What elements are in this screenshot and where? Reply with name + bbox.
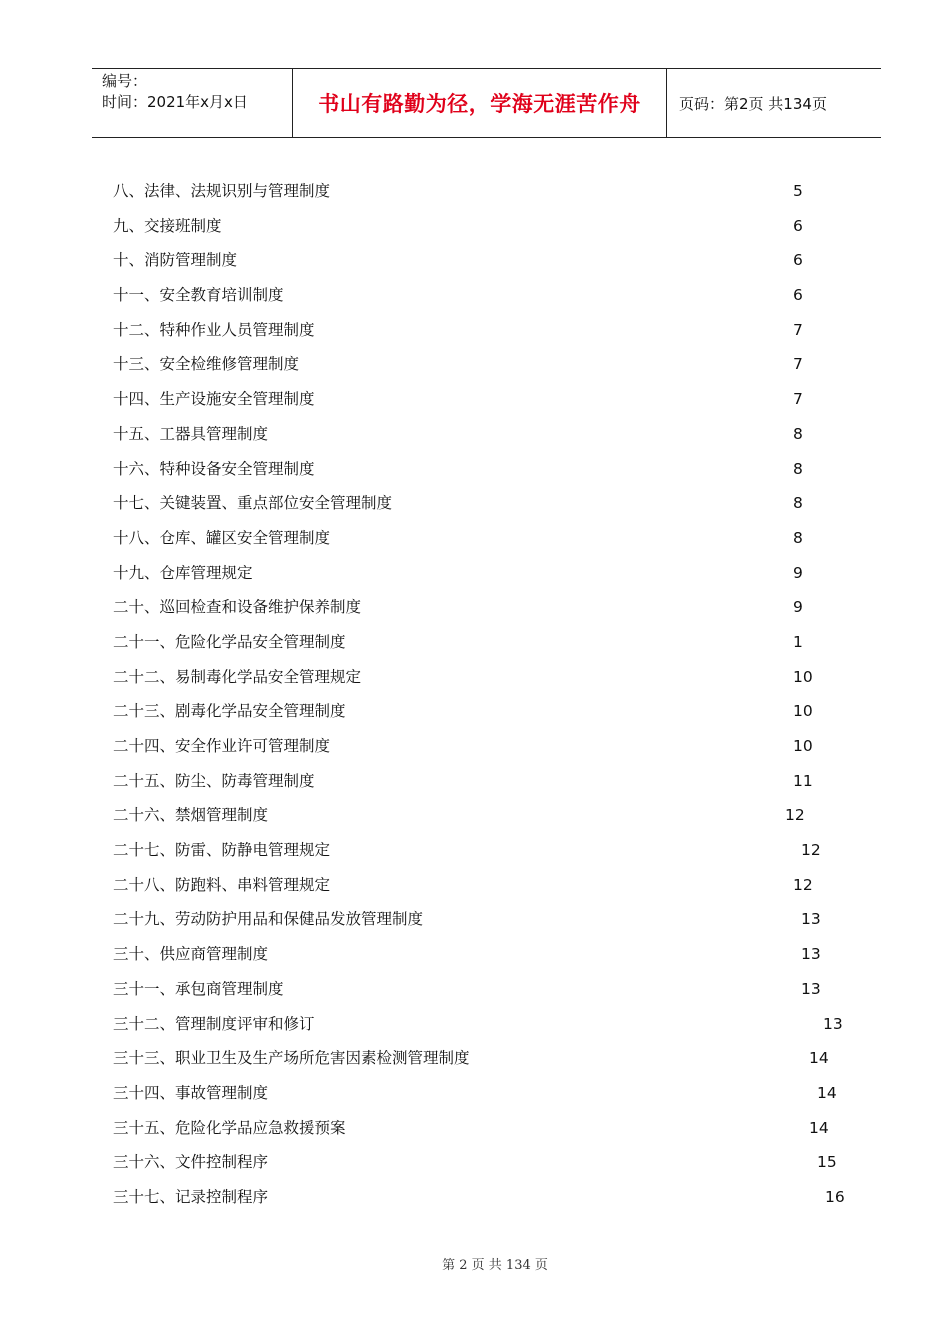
toc-entry-title: 二十四、安全作业许可管理制度: [113, 737, 331, 755]
toc-entry[interactable]: [113, 625, 873, 660]
toc-entry-page: 13: [823, 1014, 843, 1033]
toc-entry[interactable]: [113, 764, 873, 799]
header-page-info: 页码：第2页 共134页: [679, 94, 827, 113]
toc-entry[interactable]: [113, 660, 873, 695]
table-of-contents: [113, 174, 873, 1215]
toc-entry-title: 二十五、防尘、防毒管理制度: [113, 771, 315, 790]
toc-entry[interactable]: [113, 868, 873, 903]
header-page-info-cell: [667, 69, 881, 137]
toc-entry[interactable]: [113, 1007, 873, 1042]
toc-entry[interactable]: [113, 902, 873, 937]
header-meta: [92, 69, 293, 137]
toc-entry[interactable]: [113, 1180, 873, 1215]
toc-entry[interactable]: [113, 1111, 873, 1146]
toc-entry-page: 14: [809, 1118, 829, 1137]
header-motto-cell: [293, 69, 667, 137]
toc-entry[interactable]: [113, 1041, 873, 1076]
toc-entry-page: 12: [801, 841, 821, 860]
toc-entry-title: 十七、关键装置、重点部位安全管理制度: [113, 494, 393, 513]
toc-entry-page: 6: [793, 286, 803, 305]
time-label: 时间：2021年x月x日: [102, 93, 248, 111]
toc-entry[interactable]: [113, 452, 873, 487]
toc-entry-page: 8: [793, 459, 803, 478]
toc-entry-title: 十、消防管理制度: [113, 251, 238, 270]
toc-entry-page: 10: [793, 702, 813, 721]
toc-entry-page: 8: [793, 494, 803, 513]
toc-entry[interactable]: [113, 937, 873, 972]
toc-entry-page: 7: [793, 320, 803, 339]
toc-entry-title: 二十九、劳动防护用品和保健品发放管理制度: [113, 910, 424, 929]
toc-entry-page: 12: [785, 806, 805, 825]
toc-entry-page: 11: [793, 771, 813, 790]
toc-entry-title: 二十六、禁烟管理制度: [113, 806, 269, 825]
toc-entry-title: 十三、安全检维修管理制度: [113, 355, 300, 374]
page-footer: 第 2 页 共 134 页: [442, 1258, 548, 1273]
toc-entry[interactable]: [113, 1145, 873, 1180]
toc-entry-page: 14: [817, 1083, 837, 1102]
toc-entry[interactable]: [113, 798, 873, 833]
toc-entry-page: 14: [809, 1049, 829, 1068]
toc-entry[interactable]: [113, 278, 873, 313]
toc-entry-page: 13: [801, 910, 821, 929]
toc-entry-title: 二十二、易制毒化学品安全管理规定: [113, 667, 362, 686]
toc-entry-title: 十六、特种设备安全管理制度: [113, 459, 315, 478]
toc-entry-page: 6: [793, 251, 803, 270]
toc-entry[interactable]: [113, 556, 873, 591]
toc-entry-title: 三十、供应商管理制度: [113, 945, 269, 964]
toc-entry-title: 三十七、记录控制程序: [113, 1187, 269, 1206]
toc-entry[interactable]: [113, 521, 873, 556]
toc-entry-page: 9: [793, 598, 803, 617]
toc-entry-title: 十二、特种作业人员管理制度: [113, 320, 315, 339]
toc-entry-title: 十九、仓库管理规定: [113, 563, 253, 582]
toc-entry[interactable]: [113, 833, 873, 868]
toc-entry-title: 二十三、剧毒化学品安全管理制度: [113, 702, 346, 721]
toc-entry[interactable]: [113, 972, 873, 1007]
toc-entry-page: 16: [825, 1187, 845, 1206]
toc-entry-title: 三十六、文件控制程序: [113, 1153, 269, 1172]
toc-entry[interactable]: [113, 694, 873, 729]
toc-entry[interactable]: [113, 590, 873, 625]
toc-entry-page: 9: [793, 563, 803, 582]
header-motto: 书山有路勤为径，学海无涯苦作舟: [318, 92, 641, 116]
toc-entry-title: 二十七、防雷、防静电管理规定: [113, 841, 331, 860]
toc-entry[interactable]: [113, 243, 873, 278]
toc-entry[interactable]: [113, 486, 873, 521]
number-label: 编号：: [102, 72, 148, 90]
toc-entry[interactable]: [113, 729, 873, 764]
toc-entry-title: 三十五、危险化学品应急救援预案: [113, 1118, 346, 1137]
toc-entry-page: 8: [793, 528, 803, 547]
toc-entry-page: 12: [793, 875, 813, 894]
toc-entry-title: 二十八、防跑料、串料管理规定: [113, 875, 331, 894]
toc-entry-title: 三十二、管理制度评审和修订: [113, 1014, 315, 1033]
toc-entry[interactable]: [113, 382, 873, 417]
toc-entry-title: 九、交接班制度: [113, 216, 222, 235]
toc-entry-title: 三十三、职业卫生及生产场所危害因素检测管理制度: [113, 1049, 470, 1068]
toc-entry[interactable]: [113, 209, 873, 244]
toc-entry-title: 二十、巡回检查和设备维护保养制度: [113, 598, 362, 617]
toc-entry[interactable]: [113, 1076, 873, 1111]
toc-entry-page: 10: [793, 667, 813, 686]
toc-entry-page: 6: [793, 216, 803, 235]
page-header: [92, 68, 881, 138]
toc-entry-page: 5: [793, 182, 803, 200]
toc-entry[interactable]: [113, 174, 873, 209]
toc-entry[interactable]: [113, 347, 873, 382]
toc-entry-title: 十八、仓库、罐区安全管理制度: [113, 528, 331, 547]
toc-entry-title: 八、法律、法规识别与管理制度: [113, 182, 331, 200]
toc-entry-page: 13: [801, 979, 821, 998]
toc-entry-title: 十五、工器具管理制度: [113, 424, 269, 443]
toc-entry-title: 三十四、事故管理制度: [113, 1083, 269, 1102]
toc-entry-title: 三十一、承包商管理制度: [113, 979, 284, 998]
toc-entry-page: 1: [793, 632, 803, 651]
toc-entry-page: 13: [801, 945, 821, 964]
toc-entry-title: 十四、生产设施安全管理制度: [113, 390, 315, 409]
toc-entry[interactable]: [113, 417, 873, 452]
toc-entry-page: 10: [793, 737, 813, 755]
toc-entry-page: 7: [793, 390, 803, 409]
toc-entry-page: 8: [793, 424, 803, 443]
toc-entry-title: 二十一、危险化学品安全管理制度: [113, 632, 346, 651]
toc-entry[interactable]: [113, 313, 873, 348]
toc-entry-page: 7: [793, 355, 803, 374]
toc-entry-title: 十一、安全教育培训制度: [113, 286, 284, 305]
toc-entry-page: 15: [817, 1153, 837, 1172]
